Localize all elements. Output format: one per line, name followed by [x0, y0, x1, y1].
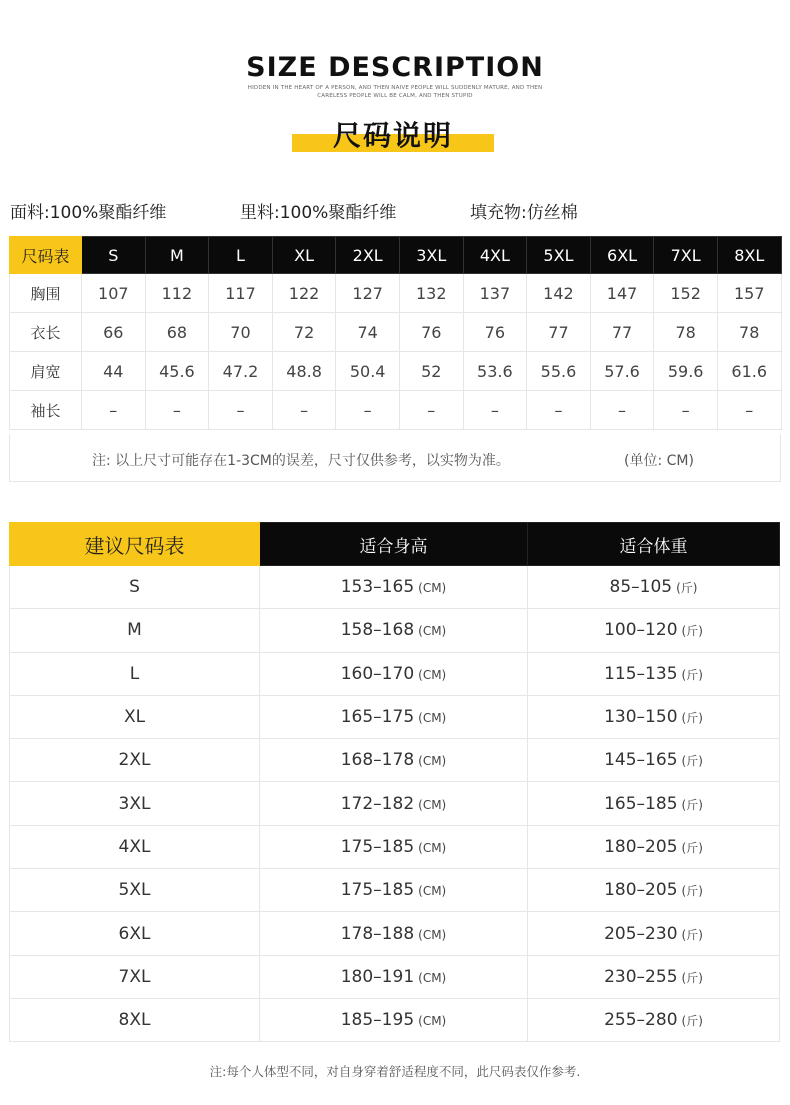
weight-unit: (斤) — [681, 624, 703, 639]
measurement-cell: – — [272, 391, 336, 430]
measurement-cell: 77 — [527, 313, 591, 352]
rec-weight-cell — [528, 869, 780, 912]
measurement-cell: 78 — [654, 313, 718, 352]
rec-size-cell: XL — [10, 695, 260, 738]
rec-weight-cell — [528, 566, 780, 609]
height-unit: (CM) — [418, 581, 447, 596]
rec-weight-cell — [528, 912, 780, 955]
rec-size-cell: 4XL — [10, 825, 260, 868]
measurement-cell: – — [82, 391, 146, 430]
weight-value: 205–230 — [604, 923, 678, 944]
weight-value: 115–135 — [604, 663, 678, 684]
rec-header-height: 适合身高 — [260, 523, 528, 566]
measurement-cell: 57.6 — [590, 352, 654, 391]
weight-value: 180–205 — [604, 836, 678, 857]
table-row — [10, 391, 782, 430]
height-unit: (CM) — [418, 840, 447, 855]
table-row — [10, 912, 780, 955]
rec-height-cell — [260, 695, 528, 738]
size-header-cell: 2XL — [336, 237, 400, 274]
weight-unit: (斤) — [681, 754, 703, 769]
measurement-cell: 142 — [527, 274, 591, 313]
measurement-cell: 117 — [209, 274, 273, 313]
rec-size-cell: L — [10, 652, 260, 695]
table-row — [10, 739, 780, 782]
measurement-cell: – — [399, 391, 463, 430]
weight-unit: (斤) — [681, 970, 703, 985]
footer-note: 注:每个人体型不同，对自身穿着舒适程度不同，此尺码表仅作参考. — [209, 1064, 581, 1079]
rec-height-cell — [260, 782, 528, 825]
measurement-cell: – — [336, 391, 400, 430]
rec-size-cell: 2XL — [10, 739, 260, 782]
measurement-cell: 72 — [272, 313, 336, 352]
measurement-cell: 48.8 — [272, 352, 336, 391]
weight-value: 130–150 — [604, 707, 678, 728]
weight-unit: (斤) — [681, 884, 703, 899]
size-header-cell: 4XL — [463, 237, 527, 274]
measurement-cell: – — [590, 391, 654, 430]
rec-height-cell — [260, 998, 528, 1041]
rec-height-cell — [260, 652, 528, 695]
size-header-cell: L — [209, 237, 273, 274]
measurement-cell: 74 — [336, 313, 400, 352]
measurement-cell: 61.6 — [717, 352, 781, 391]
measurement-cell: 55.6 — [527, 352, 591, 391]
height-value: 165–175 — [340, 707, 415, 728]
measurement-cell: 59.6 — [654, 352, 718, 391]
weight-value: 100–120 — [604, 620, 678, 641]
measurement-cell: 132 — [399, 274, 463, 313]
height-unit: (CM) — [418, 667, 447, 682]
height-unit: (CM) — [418, 624, 447, 639]
weight-unit: (斤) — [681, 711, 703, 726]
measurement-cell: 157 — [717, 274, 781, 313]
height-value: 160–170 — [340, 663, 415, 684]
table-row — [10, 998, 780, 1041]
height-unit: (CM) — [418, 797, 447, 812]
rec-height-cell — [260, 739, 528, 782]
rec-height-cell — [260, 869, 528, 912]
rec-size-cell: 3XL — [10, 782, 260, 825]
rec-table-corner: 建议尺码表 — [10, 523, 260, 566]
height-value: 175–185 — [340, 880, 415, 901]
rec-weight-cell — [528, 652, 780, 695]
fabric-shell: 面料:100%聚酯纤维 — [10, 203, 167, 223]
height-value: 172–182 — [340, 793, 415, 814]
rec-weight-cell — [528, 782, 780, 825]
height-value: 175–185 — [340, 836, 415, 857]
row-label: 袖长 — [10, 391, 82, 430]
table-row — [10, 274, 782, 313]
measurement-cell: 137 — [463, 274, 527, 313]
table-row — [10, 825, 780, 868]
measurement-cell: 45.6 — [145, 352, 209, 391]
size-header-cell: 7XL — [654, 237, 718, 274]
measurement-cell: – — [463, 391, 527, 430]
measurement-cell: – — [654, 391, 718, 430]
height-value: 158–168 — [340, 620, 415, 641]
measurement-cell: 70 — [209, 313, 273, 352]
weight-value: 85–105 — [609, 577, 673, 598]
measurement-cell: 66 — [82, 313, 146, 352]
measurement-cell: 122 — [272, 274, 336, 313]
measurement-cell: 147 — [590, 274, 654, 313]
measurement-cell: 152 — [654, 274, 718, 313]
height-unit: (CM) — [418, 884, 447, 899]
size-header-cell: 6XL — [590, 237, 654, 274]
table-row — [10, 955, 780, 998]
table-row — [10, 566, 780, 609]
size-chart-table — [9, 236, 782, 430]
row-label: 衣长 — [10, 313, 82, 352]
measurement-cell: 50.4 — [336, 352, 400, 391]
measurement-cell: 52 — [399, 352, 463, 391]
rec-height-cell — [260, 912, 528, 955]
rec-size-cell: S — [10, 566, 260, 609]
measurement-cell: 127 — [336, 274, 400, 313]
size-note-row — [9, 434, 781, 482]
weight-value: 230–255 — [604, 966, 678, 987]
weight-unit: (斤) — [681, 1014, 703, 1029]
height-value: 168–178 — [340, 750, 415, 771]
weight-unit: (斤) — [681, 840, 703, 855]
measurement-cell: 76 — [463, 313, 527, 352]
weight-unit: (斤) — [681, 927, 703, 942]
rec-height-cell — [260, 825, 528, 868]
table-row — [10, 869, 780, 912]
size-header-cell: 5XL — [527, 237, 591, 274]
page-subtitle — [245, 84, 545, 100]
table-row — [10, 313, 782, 352]
size-header-cell: 3XL — [399, 237, 463, 274]
measurement-cell: – — [145, 391, 209, 430]
size-header-cell: M — [145, 237, 209, 274]
rec-header-weight: 适合体重 — [528, 523, 780, 566]
height-unit: (CM) — [418, 970, 447, 985]
title-cn-block — [292, 112, 494, 154]
rec-header-row — [10, 523, 780, 566]
weight-value: 255–280 — [604, 1010, 678, 1031]
rec-size-cell: 6XL — [10, 912, 260, 955]
height-unit: (CM) — [418, 927, 447, 942]
height-value: 185–195 — [340, 1010, 415, 1031]
rec-weight-cell — [528, 739, 780, 782]
rec-size-cell: 8XL — [10, 998, 260, 1041]
subtitle-line-2: CARELESS PEOPLE WILL BE CALM, AND THEN STUPID — [317, 93, 473, 99]
measurement-cell: – — [209, 391, 273, 430]
rec-weight-cell — [528, 998, 780, 1041]
height-unit: (CM) — [418, 711, 447, 726]
measurement-cell: 112 — [145, 274, 209, 313]
height-value: 153–165 — [340, 577, 415, 598]
title-cn: 尺码说明 — [332, 119, 453, 152]
height-value: 178–188 — [340, 923, 415, 944]
row-label: 肩宽 — [10, 352, 82, 391]
rec-weight-cell — [528, 955, 780, 998]
table-row — [10, 609, 780, 652]
recommended-size-table — [9, 522, 780, 1042]
fabric-filling: 填充物:仿丝棉 — [470, 203, 578, 223]
table-row — [10, 695, 780, 738]
table-row — [10, 352, 782, 391]
measurement-cell: 44 — [82, 352, 146, 391]
fabric-lining: 里料:100%聚酯纤维 — [240, 203, 397, 223]
size-note: 注: 以上尺寸可能存在1-3CM的误差，尺寸仅供参考，以实物为准。 — [92, 453, 510, 469]
measurement-cell: 53.6 — [463, 352, 527, 391]
size-header-cell: S — [82, 237, 146, 274]
measurement-cell: – — [527, 391, 591, 430]
rec-height-cell — [260, 566, 528, 609]
measurement-cell: 107 — [82, 274, 146, 313]
subtitle-line-1: HIDDEN IN THE HEART OF A PERSON, AND THEN NAIVE PEOPLE WILL SUDDENLY MATURE, AND THEN — [247, 85, 543, 91]
height-unit: (CM) — [418, 754, 447, 769]
rec-size-cell: M — [10, 609, 260, 652]
size-unit: (单位: CM) — [624, 453, 694, 469]
rec-size-cell: 5XL — [10, 869, 260, 912]
weight-unit: (斤) — [676, 581, 698, 596]
rec-weight-cell — [528, 825, 780, 868]
table-row — [10, 652, 780, 695]
height-unit: (CM) — [418, 1014, 447, 1029]
rec-height-cell — [260, 955, 528, 998]
rec-weight-cell — [528, 609, 780, 652]
rec-size-cell: 7XL — [10, 955, 260, 998]
size-header-row — [10, 237, 782, 274]
measurement-cell: 68 — [145, 313, 209, 352]
page-title: SIZE DESCRIPTION — [246, 52, 544, 83]
row-label: 胸围 — [10, 274, 82, 313]
rec-weight-cell — [528, 695, 780, 738]
weight-unit: (斤) — [681, 667, 703, 682]
measurement-cell: 77 — [590, 313, 654, 352]
height-value: 180–191 — [340, 966, 415, 987]
rec-height-cell — [260, 609, 528, 652]
size-header-cell: 8XL — [717, 237, 781, 274]
measurement-cell: 76 — [399, 313, 463, 352]
size-header-cell: XL — [272, 237, 336, 274]
weight-unit: (斤) — [681, 797, 703, 812]
weight-value: 165–185 — [604, 793, 678, 814]
weight-value: 180–205 — [604, 880, 678, 901]
measurement-cell: 47.2 — [209, 352, 273, 391]
measurement-cell: – — [717, 391, 781, 430]
table-row — [10, 782, 780, 825]
weight-value: 145–165 — [604, 750, 678, 771]
measurement-cell: 78 — [717, 313, 781, 352]
size-table-corner: 尺码表 — [10, 237, 82, 274]
